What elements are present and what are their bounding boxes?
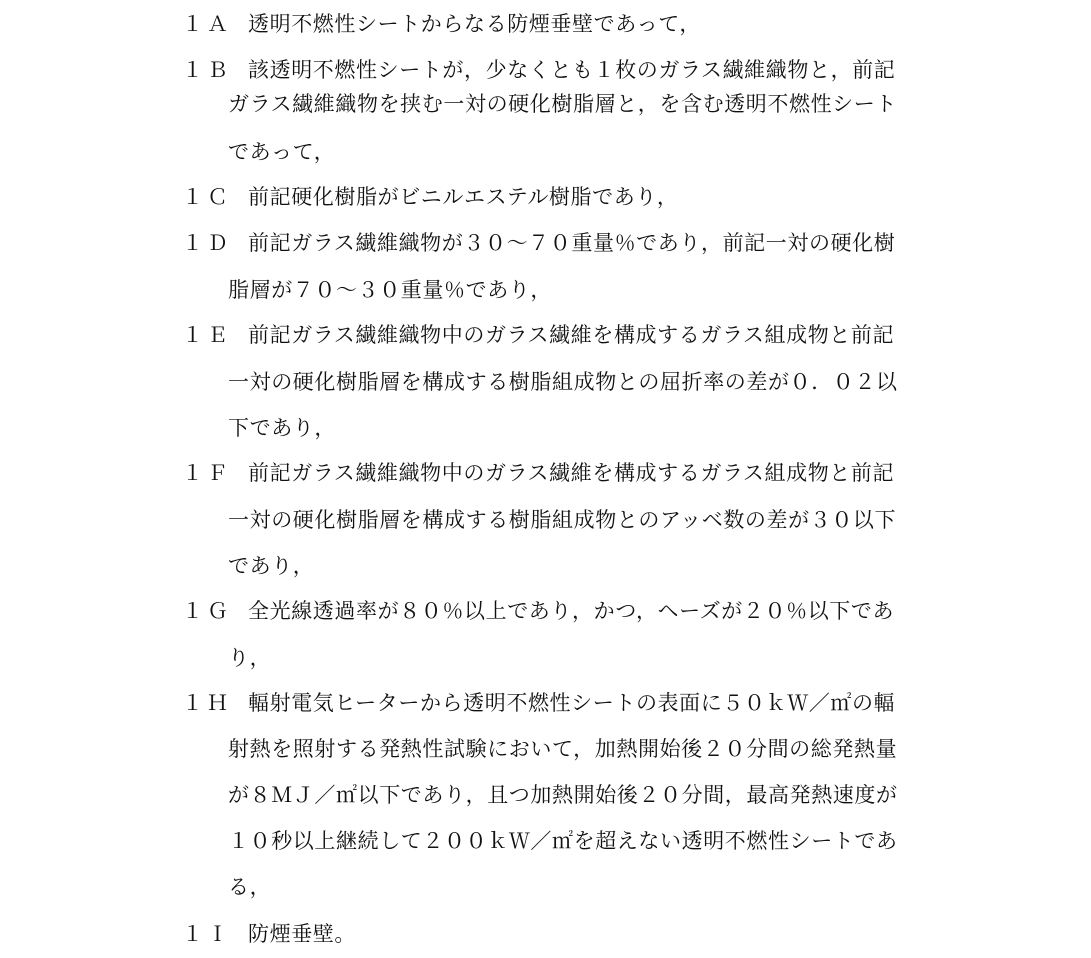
- claim-line: [182, 56, 895, 84]
- claim-line: る，: [228, 875, 272, 899]
- claim-line: り，: [228, 646, 272, 670]
- claim-line: であって，: [228, 140, 336, 164]
- claim-label: １Ｄ: [182, 231, 232, 255]
- claim-line: ガラス繊維織物を挟む一対の硬化樹脂層と，を含む透明不燃性シート: [228, 92, 897, 116]
- claim-text: 防煙垂壁。: [248, 922, 356, 946]
- claim-line: [182, 183, 679, 211]
- claim-line: [182, 10, 701, 38]
- claim-line: １０秒以上継続して２００ｋＷ／㎡を超えない透明不燃性シートであ: [228, 829, 898, 853]
- claim-label: １Ｉ: [182, 922, 232, 946]
- claim-text: 前記ガラス繊維織物中のガラス繊維を構成するガラス組成物と前記: [248, 461, 895, 485]
- claim-line: 射熱を照射する発熱性試験において，加熱開始後２０分間の総発熱量: [228, 737, 898, 761]
- claim-text: 該透明不燃性シートが，少なくとも１枚のガラス繊維織物と，前記: [248, 58, 896, 82]
- claim-line: 一対の硬化樹脂層を構成する樹脂組成物とのアッベ数の差が３０以下: [228, 508, 897, 532]
- claim-label: １Ｃ: [182, 185, 232, 209]
- claim-text: 輻射電気ヒーターから透明不燃性シートの表面に５０ｋＷ／㎡の輻: [248, 691, 896, 715]
- claim-line: [182, 321, 894, 349]
- claim-line: [182, 229, 895, 257]
- claim-text: 前記ガラス繊維織物中のガラス繊維を構成するガラス組成物と前記: [248, 323, 895, 347]
- claim-line: [182, 597, 894, 625]
- claim-line: [182, 920, 356, 948]
- claim-line: 一対の硬化樹脂層を構成する樹脂組成物との屈折率の差が０．０２以: [228, 370, 898, 394]
- claim-label: １Ｇ: [182, 599, 232, 623]
- claim-text: 透明不燃性シートからなる防煙垂壁であって，: [248, 12, 701, 36]
- claim-label: １Ｆ: [182, 461, 232, 485]
- claim-line: [182, 689, 895, 717]
- claim-line: [182, 459, 894, 487]
- claim-text: 前記ガラス繊維織物が３０～７０重量％であり，前記一対の硬化樹: [248, 231, 896, 255]
- claim-text: 前記硬化樹脂がビニルエステル樹脂であり，: [248, 185, 679, 209]
- claim-label: １Ｈ: [182, 691, 232, 715]
- claim-text: 全光線透過率が８０％以上であり，かつ，ヘーズが２０％以下であ: [248, 599, 895, 623]
- claim-label: １Ａ: [182, 12, 232, 36]
- claim-line: であり，: [228, 554, 315, 578]
- claim-label: １Ｂ: [182, 58, 232, 82]
- claim-line: 下であり，: [228, 416, 336, 440]
- claim-label: １Ｅ: [182, 323, 232, 347]
- claim-line: 脂層が７０～３０重量％であり，: [228, 278, 552, 302]
- claim-line: が８ＭＪ／㎡以下であり，且つ加熱開始後２０分間，最高発熱速度が: [228, 783, 898, 807]
